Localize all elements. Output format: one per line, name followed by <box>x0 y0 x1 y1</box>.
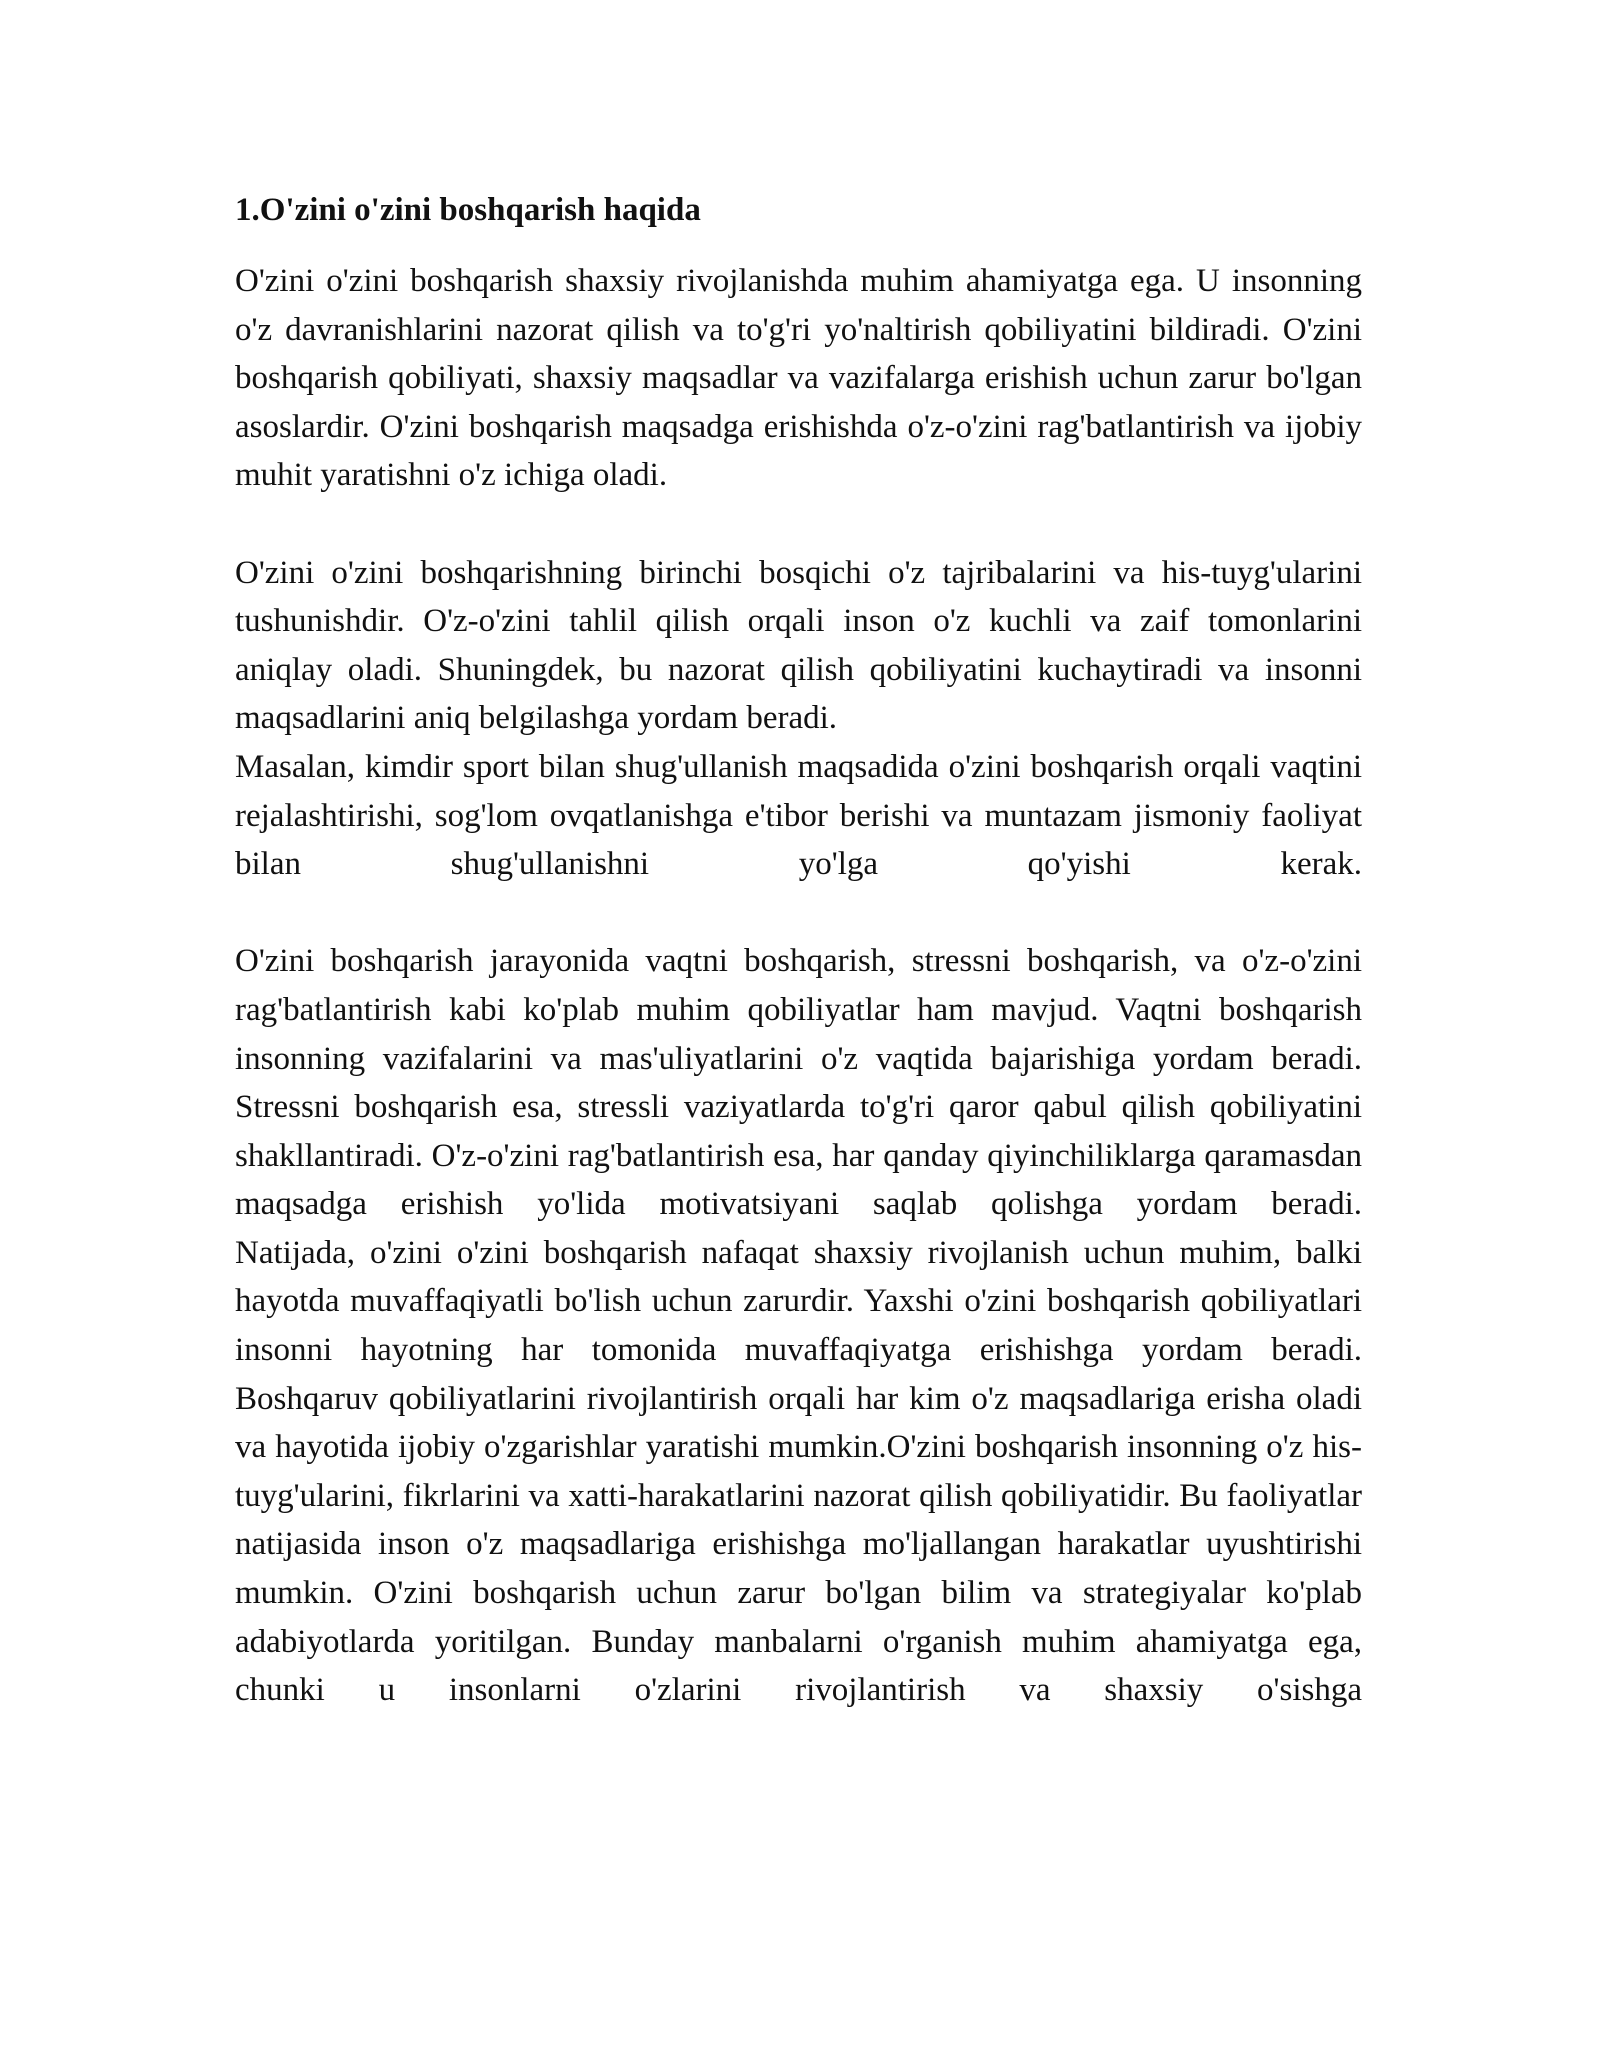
paragraph-2: O'zini o'zini boshqarishning birinchi bosqichi o'z tajribalarini va his-tuyg'ularini tushunishdir. O'z-o'zini tahlil qilish orqali inson o'z kuchli va zaif tomonlarini aniqlay oladi. Shuningdek, bu nazorat qilish qobiliyatini kuchaytiradi va insonni maqsadlarini aniq belgilashga yordam beradi. <box>235 554 1362 737</box>
paragraph-4: O'zini boshqarish jarayonida vaqtni boshqarish, stressni boshqarish, va o'z-o'zini rag'batlantirish kabi ko'plab muhim qobiliyatlar ham mavjud. Vaqtni boshqarish insonning vazifalarini va mas'uliyatlarini o'z vaqtida bajarishiga yordam beradi. Stressni boshqarish esa, stressli vaziyatlarda to'g'ri qaror qabul qilish qobiliyatini shakllantiradi. O'z-o'zini rag'batlantirish esa, har qanday qiyinchiliklarga qaramasdan maqsadga erishish yo'lida motivatsiyani saqlab qolishga yordam beradi. <box>235 943 1362 1223</box>
paragraph-5: Natijada, o'zini o'zini boshqarish nafaqat shaxsiy rivojlanish uchun muhim, balki hayotda muvaffaqiyatli bo'lish uchun zarurdir. Yaxshi o'zini boshqarish qobiliyatlari insonni hayotning har tomonida muvaffaqiyatga erishishga yordam beradi. Boshqaruv qobiliyatlarini rivojlantirish orqali har kim o'z maqsadlariga erisha oladi va hayotida ijobiy o'zgarishlar yaratishi mumkin.O'zini boshqarish insonning o'z his-tuyg'ularini, fikrlarini va xatti-harakatlarini nazorat qilish qobiliyatidir. Bu faoliyatlar natijasida inson o'z maqsadlariga erishishga mo'ljallangan harakatlar uyushtirishi mumkin. O'zini boshqarish uchun zarur bo'lgan bilim va strategiyalar ko'plab adabiyotlarda yoritilgan. Bunday manbalarni o'rganish muhim ahamiyatga ega, chunki u insonlarni o'zlarini rivojlantirish va shaxsiy o'sishga <box>235 1234 1362 1709</box>
paragraph-1: O'zini o'zini boshqarish shaxsiy rivojlanishda muhim ahamiyatga ega. U insonning o'z davranishlarini nazorat qilish va to'g'ri yo'naltirish qobiliyatini bildiradi. O'zini boshqarish qobiliyati, shaxsiy maqsadlar va vazifalarga erishish uchun zarur bo'lgan asoslardir. O'zini boshqarish maqsadga erishishda o'z-o'zini rag'batlantirish va ijobiy muhit yaratishni o'z ichiga oladi. <box>235 263 1362 494</box>
document-body <box>235 186 1362 1715</box>
section-heading: 1.O'zini o'zini boshqarish haqida <box>235 192 701 228</box>
paragraph-3: Masalan, kimdir sport bilan shug'ullanish maqsadida o'zini boshqarish orqali vaqtini rejalashtirishi, sog'lom ovqatlanishga e'tibor berishi va muntazam jismoniy faoliyat bilan shug'ullanishni yo'lga qo'yishi kerak. <box>235 748 1362 883</box>
